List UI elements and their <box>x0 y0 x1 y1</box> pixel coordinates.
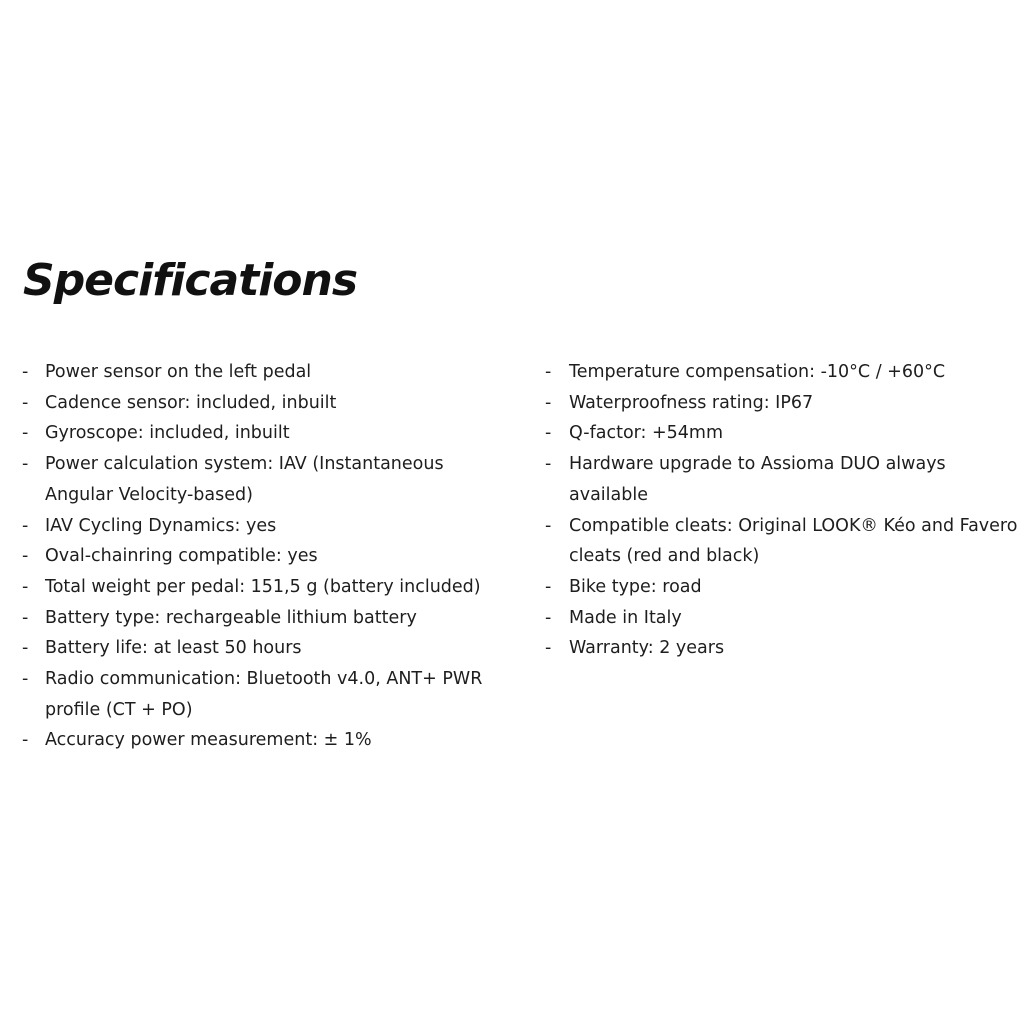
spec-text: Warranty: 2 years <box>569 638 725 659</box>
spec-item <box>22 449 512 510</box>
bullet-dash: - <box>22 730 29 751</box>
bullet-dash: - <box>22 362 29 382</box>
spec-text: Battery life: at least 50 hours <box>45 638 302 659</box>
spec-text: Radio communication: Bluetooth v4.0, ANT+ PWR profile (CT + PO) <box>45 669 483 720</box>
spec-text: Waterproofness rating: IP67 <box>569 392 814 413</box>
spec-item <box>545 572 1024 603</box>
spec-item <box>22 418 512 449</box>
spec-text: Total weight per pedal: 151,5 g (battery included) <box>45 576 481 597</box>
spec-text: Accuracy power measurement: ± 1% <box>45 730 372 751</box>
bullet-dash: - <box>22 669 29 690</box>
bullet-dash: - <box>545 423 552 444</box>
spec-text: Hardware upgrade to Assioma DUO always available <box>569 454 946 505</box>
spec-item <box>22 511 512 542</box>
bullet-dash: - <box>22 454 29 475</box>
bullet-dash: - <box>22 607 29 628</box>
bullet-dash: - <box>22 576 29 597</box>
spec-item <box>22 388 512 419</box>
spec-text: Q-factor: +54mm <box>569 423 724 444</box>
page-title: Specifications <box>23 255 358 306</box>
spec-text: Compatible cleats: Original LOOK® Kéo and Favero cleats (red and black) <box>569 515 1018 567</box>
spec-list-left <box>22 357 512 756</box>
spec-text: Temperature compensation: -10°C / +60°C <box>569 362 946 382</box>
spec-text: Oval-chainring compatible: yes <box>45 546 318 567</box>
spec-item <box>22 664 512 725</box>
spec-text: Cadence sensor: included, inbuilt <box>45 392 337 413</box>
spec-item <box>545 511 1024 572</box>
spec-item <box>545 388 1024 419</box>
bullet-dash: - <box>545 362 552 382</box>
spec-item <box>22 633 512 664</box>
spec-text: Made in Italy <box>569 607 682 628</box>
spec-item <box>545 603 1024 634</box>
spec-text: Battery type: rechargeable lithium battery <box>45 607 417 628</box>
spec-item <box>545 357 1024 388</box>
bullet-dash: - <box>22 515 29 536</box>
spec-text: Power sensor on the left pedal <box>45 362 312 382</box>
bullet-dash: - <box>545 576 552 597</box>
spec-item <box>22 603 512 634</box>
spec-item <box>545 633 1024 664</box>
spec-item <box>22 541 512 572</box>
bullet-dash: - <box>22 546 29 567</box>
bullet-dash: - <box>545 638 552 659</box>
bullet-dash: - <box>545 454 552 475</box>
bullet-dash: - <box>22 638 29 659</box>
spec-text: IAV Cycling Dynamics: yes <box>45 515 277 536</box>
spec-text: Power calculation system: IAV (Instantaneous Angular Velocity-based) <box>45 454 444 505</box>
spec-text: Gyroscope: included, inbuilt <box>45 423 290 444</box>
bullet-dash: - <box>545 515 552 536</box>
spec-text: Bike type: road <box>569 576 702 597</box>
spec-item <box>22 357 512 388</box>
spec-item <box>545 449 1024 510</box>
bullet-dash: - <box>545 392 552 413</box>
spec-item <box>545 418 1024 449</box>
spec-item <box>22 572 512 603</box>
spec-list-right <box>545 357 1024 664</box>
bullet-dash: - <box>22 423 29 444</box>
bullet-dash: - <box>22 392 29 413</box>
bullet-dash: - <box>545 607 552 628</box>
spec-item <box>22 725 512 756</box>
